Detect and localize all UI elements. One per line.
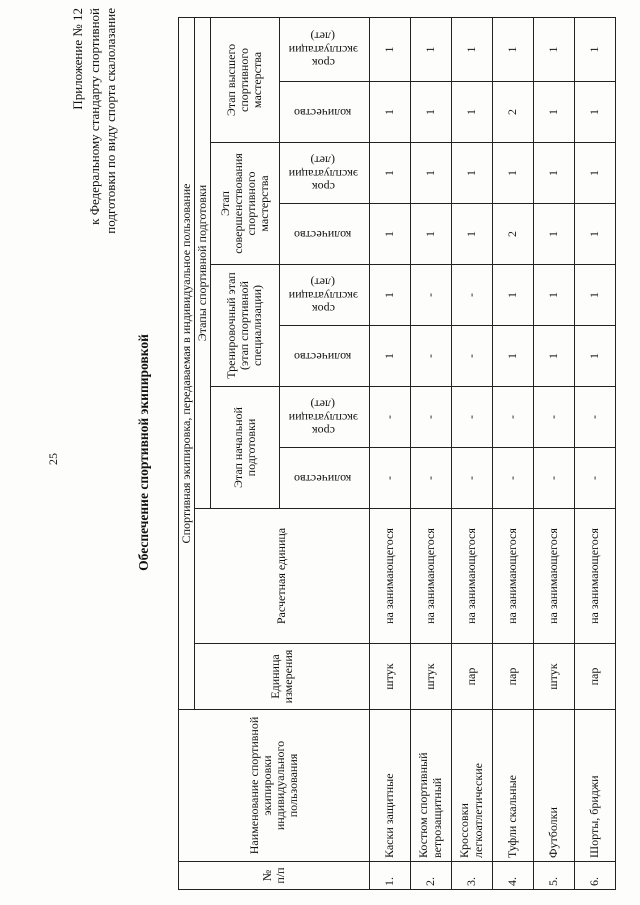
stage1-quantity: - [574,448,615,509]
header-stage-4: Этап высшего спортивного мастерства [210,17,279,142]
stage1-term: - [533,387,574,448]
header-term [279,17,369,81]
stage1-term: - [369,387,410,448]
header-qty [279,204,369,265]
stage4-quantity: 1 [410,82,451,143]
stage3-quantity: 1 [533,204,574,265]
header-qty [279,326,369,387]
stage4-term: 1 [492,17,533,81]
stage3-term: 1 [451,143,492,204]
stage2-term: - [451,265,492,326]
table-row [574,17,615,889]
stage2-term: - [410,265,451,326]
stage1-term: - [492,387,533,448]
stage4-quantity: 1 [533,82,574,143]
page-number: 25 [46,453,60,465]
header-term-text: срок эксплуатации (лет) [288,29,358,71]
table-row [369,17,410,889]
stage3-quantity: 1 [574,204,615,265]
unit-of-measure: штук [410,644,451,710]
header-term-text: срок эксплуатации (лет) [288,397,358,438]
header-qty-text: количество [294,349,352,364]
stage2-quantity: 1 [574,326,615,387]
header-stages: Этапы спортивной подготовки [194,17,210,508]
row-number: 1. [369,862,410,890]
header-term [279,265,369,326]
stage4-term: 1 [533,17,574,81]
stage4-quantity: 1 [451,82,492,143]
stage2-term: 1 [492,265,533,326]
stage1-quantity: - [410,448,451,509]
header-term [279,387,369,448]
stage1-term: - [574,387,615,448]
stage3-term: 1 [369,143,410,204]
table-row [492,17,533,889]
stage2-quantity: 1 [369,326,410,387]
equipment-name: Каски защитные [369,710,410,862]
equipment-name: Туфли скальные [492,710,533,862]
unit-of-measure: штук [369,644,410,710]
equipment-name: Шорты, бриджи [574,710,615,862]
calc-unit: на занимающегося [369,509,410,644]
header-name: Наименование спортивной экипировки индивидуального пользования [179,710,370,862]
stage4-term: 1 [410,17,451,81]
stage2-term: 1 [369,265,410,326]
calc-unit: на занимающегося [451,509,492,644]
table-row [451,17,492,889]
header-qty-text: количество [294,227,352,242]
header-stage-1: Этап начальной подготовки [210,387,279,509]
header-qty-text: количество [294,105,352,120]
stage1-quantity: - [369,448,410,509]
stage4-term: 1 [369,17,410,81]
calc-unit: на занимающегося [492,509,533,644]
equipment-table [178,17,616,890]
calc-unit: на занимающегося [410,509,451,644]
header-unit: Единица измерения [194,644,369,710]
appendix-line-3: подготовки по виду спорта скалолазание [103,8,119,234]
table-row [410,17,451,889]
stage1-quantity: - [451,448,492,509]
stage4-quantity: 1 [369,82,410,143]
stage2-quantity: 1 [533,326,574,387]
stage1-term: - [451,387,492,448]
stage4-quantity: 1 [574,82,615,143]
row-number: 5. [533,862,574,890]
header-stage-2: Тренировочный этап (этап спортивной специализации) [210,265,279,387]
appendix-heading [70,8,120,368]
stage2-term: 1 [574,265,615,326]
stage3-term: 1 [574,143,615,204]
row-number: 3. [451,862,492,890]
stage3-term: 1 [492,143,533,204]
equipment-name: Костюм спортивный ветрозащитный [410,710,451,862]
stage3-term: 1 [410,143,451,204]
row-number: 4. [492,862,533,890]
stage1-term: - [410,387,451,448]
header-term-text: срок эксплуатации (лет) [288,275,358,316]
stage1-quantity: - [533,448,574,509]
header-num: № п/п [179,862,370,890]
unit-of-measure: пар [574,644,615,710]
calc-unit: на занимающегося [574,509,615,644]
document-title: Обеспечение спортивной экипировкой [136,334,151,571]
unit-of-measure: пар [492,644,533,710]
header-group: Спортивная экипировка, передаваемая в индивидуальное пользование [179,17,195,709]
stage4-term: 1 [574,17,615,81]
stage4-quantity: 2 [492,82,533,143]
stage2-quantity: - [410,326,451,387]
stage3-quantity: 2 [492,204,533,265]
header-term-text: срок эксплуатации (лет) [288,153,358,194]
stage3-quantity: 1 [451,204,492,265]
header-qty [279,82,369,143]
stage3-term: 1 [533,143,574,204]
header-term [279,143,369,204]
stage2-quantity: - [451,326,492,387]
table-row [533,17,574,889]
appendix-line-1: Приложение № 12 [70,8,85,110]
header-stage-3: Этап совершенствования спортивного мастерства [210,143,279,265]
header-qty-text: количество [294,471,352,486]
calc-unit: на занимающегося [533,509,574,644]
table-body [369,17,615,889]
stage4-term: 1 [451,17,492,81]
row-number: 2. [410,862,451,890]
stage3-quantity: 1 [410,204,451,265]
appendix-line-2: к Федеральному стандарту спортивной [86,8,102,225]
stage2-term: 1 [533,265,574,326]
unit-of-measure: штук [533,644,574,710]
stage3-quantity: 1 [369,204,410,265]
header-calc-unit: Расчетная единица [194,509,369,644]
equipment-name: Футболки [533,710,574,862]
header-qty [279,448,369,509]
row-number: 6. [574,862,615,890]
equipment-name: Кроссовки легкоатлетические [451,710,492,862]
stage1-quantity: - [492,448,533,509]
unit-of-measure: пар [451,644,492,710]
stage2-quantity: 1 [492,326,533,387]
